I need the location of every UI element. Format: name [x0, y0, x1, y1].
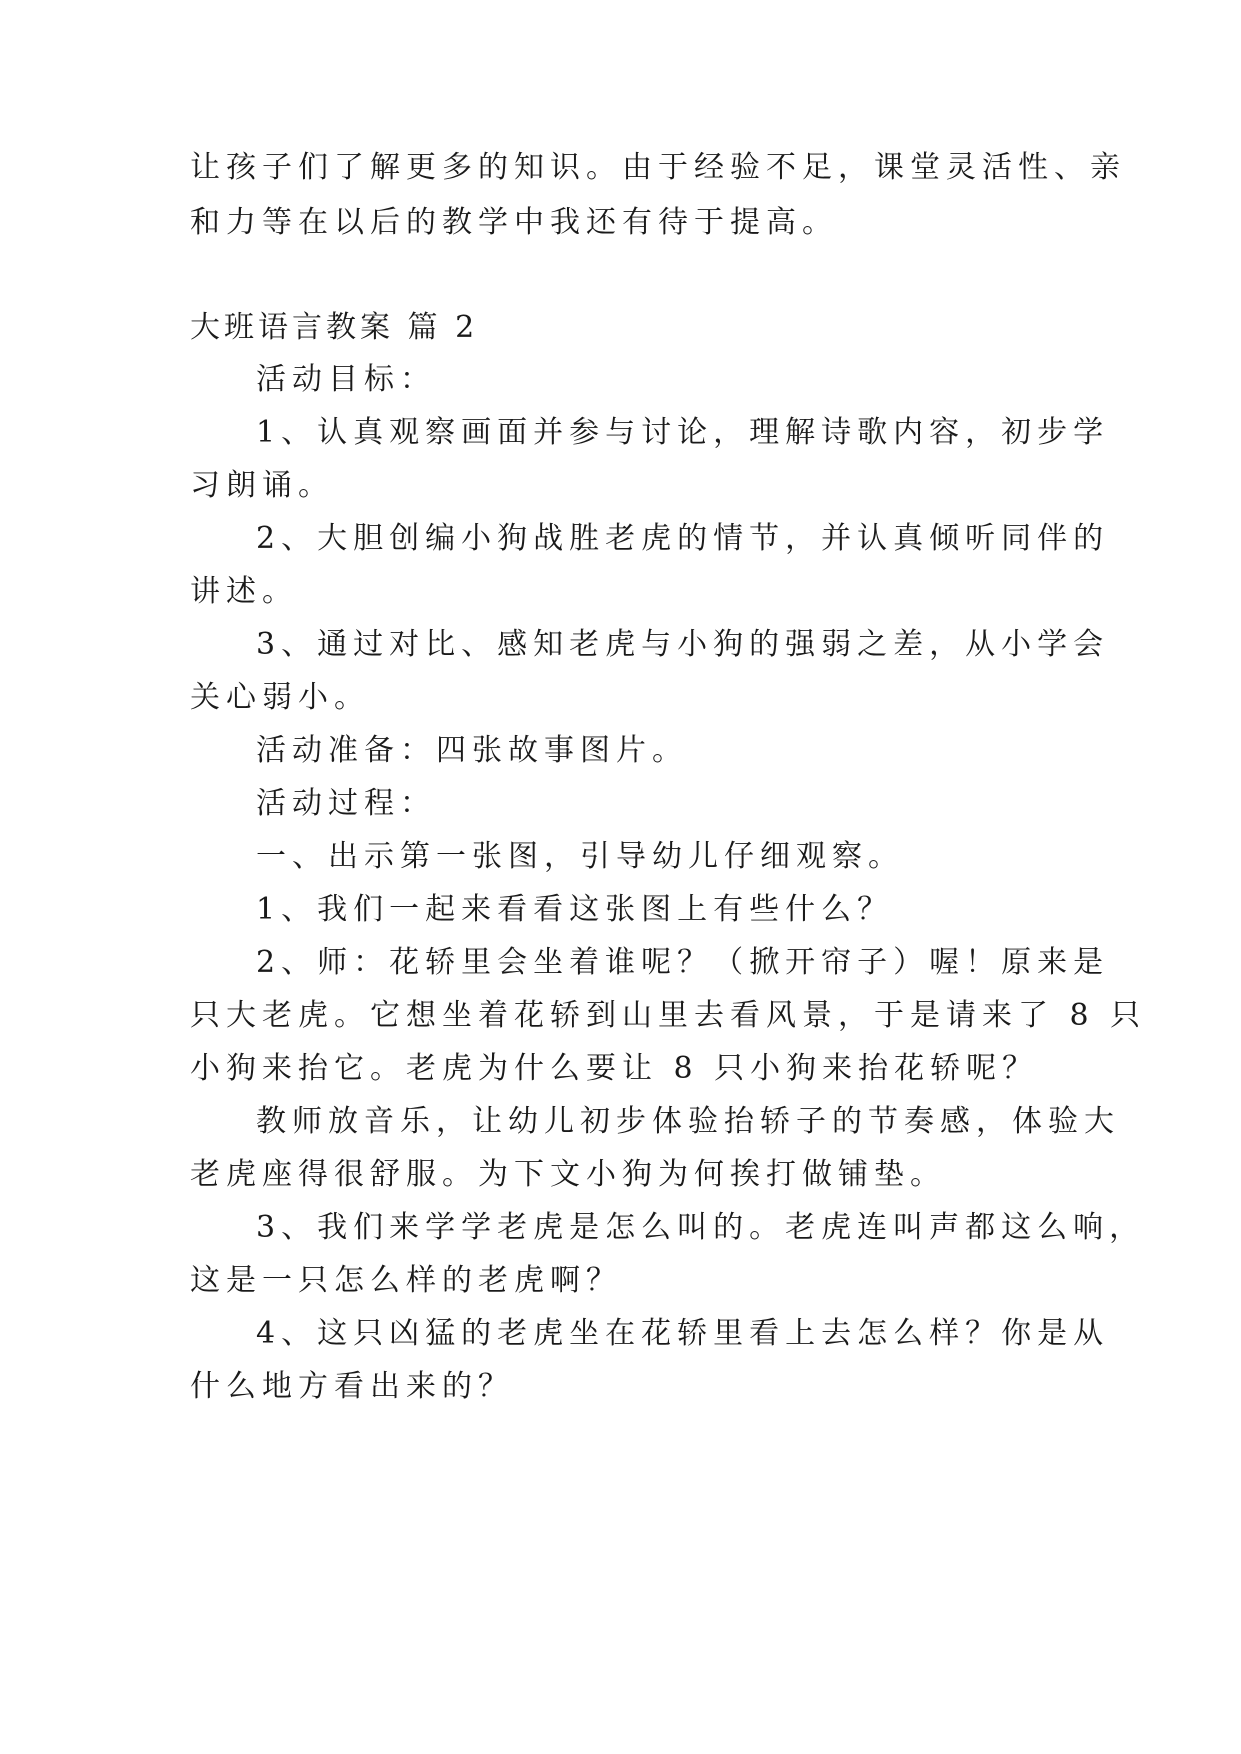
goal-1-continuation: 习朗诵。 [190, 468, 334, 503]
step-3-line: 3、我们来学学老虎是怎么叫的。老虎连叫声都这么响， [256, 1210, 1146, 1245]
paragraph-line: 和力等在以后的教学中我还有待于提高。 [190, 205, 838, 240]
goal-2-continuation: 讲述。 [190, 574, 298, 609]
goal-2-line: 2、大胆创编小狗战胜老虎的情节，并认真倾听同伴的 [256, 521, 1110, 556]
step-one-heading: 一、出示第一张图，引导幼儿仔细观察。 [256, 839, 904, 874]
step-4-line: 4、这只凶猛的老虎坐在花轿里看上去怎么样？你是从 [256, 1316, 1110, 1351]
goal-3-continuation: 关心弱小。 [190, 680, 370, 715]
activity-preparation: 活动准备：四张故事图片。 [256, 733, 688, 768]
step-2-continuation: 只大老虎。它想坐着花轿到山里去看风景，于是请来了 8 只 [190, 998, 1147, 1033]
activity-goals-heading: 活动目标： [256, 362, 436, 397]
goal-1-line: 1、认真观察画面并参与讨论，理解诗歌内容，初步学 [256, 415, 1110, 450]
step-2-continuation: 小狗来抬它。老虎为什么要让 8 只小狗来抬花轿呢？ [190, 1051, 1039, 1086]
teacher-note-continuation: 老虎座得很舒服。为下文小狗为何挨打做铺垫。 [190, 1157, 946, 1192]
activity-process-heading: 活动过程： [256, 786, 436, 821]
step-1-line: 1、我们一起来看看这张图上有些什么？ [256, 892, 894, 927]
paragraph-line: 让孩子们了解更多的知识。由于经验不足，课堂灵活性、亲 [190, 150, 1126, 185]
teacher-note-line: 教师放音乐，让幼儿初步体验抬轿子的节奏感，体验大 [256, 1104, 1120, 1139]
step-3-continuation: 这是一只怎么样的老虎啊？ [190, 1263, 622, 1298]
section-title: 大班语言教案 篇 2 [190, 310, 479, 345]
step-4-continuation: 什么地方看出来的？ [190, 1369, 514, 1404]
goal-3-line: 3、通过对比、感知老虎与小狗的强弱之差，从小学会 [256, 627, 1110, 662]
step-2-line: 2、师：花轿里会坐着谁呢？（掀开帘子）喔！原来是 [256, 945, 1110, 980]
